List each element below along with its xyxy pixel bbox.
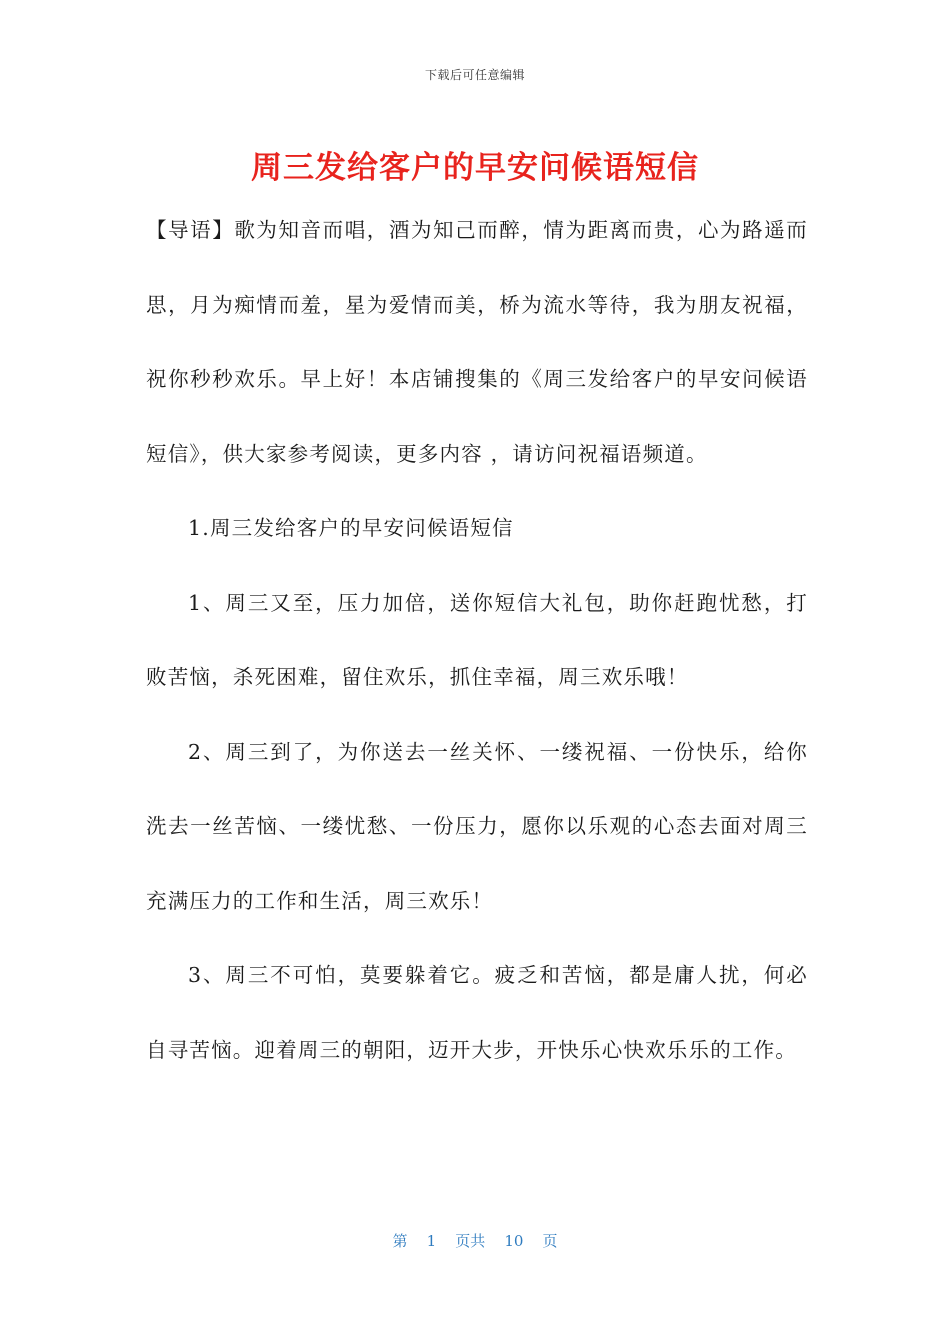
page-label-mid: 页共 (455, 1232, 486, 1250)
document-body (146, 193, 808, 1087)
message-paragraph-3: 3、周三不可怕，莫要躲着它。疲乏和苦恼，都是庸人扰，何必自寻苦恼。迎着周三的朝阳，迈开大步，开快乐心快欢乐乐的工作。 (146, 963, 808, 1062)
current-page-number: 1 (426, 1232, 437, 1250)
message-paragraph-2: 2、周三到了，为你送去一丝关怀、一缕祝福、一份快乐，给你洗去一丝苦恼、一缕忧愁、一份压力，愿你以乐观的心态去面对周三充满压力的工作和生活，周三欢乐！ (146, 739, 808, 913)
intro-paragraph: 【导语】歌为知音而唱，酒为知己而醉，情为距离而贵，心为路遥而思，月为痴情而羞，星为爱情而美，桥为流水等待，我为朋友祝福，祝你秒秒欢乐。早上好！本店铺搜集的《周三发给客户的早安问候语短信》，供大家参考阅读，更多内容 ，请访问祝福语频道。 (146, 218, 808, 466)
section-heading: 1.周三发给客户的早安问候语短信 (188, 516, 514, 540)
page-number-footer (0, 1230, 950, 1251)
document-title: 周三发给客户的早安问候语短信 (251, 150, 699, 186)
total-pages-number: 10 (504, 1232, 524, 1250)
page-label-prefix: 第 (392, 1232, 408, 1250)
page-label-suffix: 页 (542, 1232, 558, 1250)
download-editable-note: 下载后可任意编辑 (424, 68, 525, 82)
message-paragraph-1: 1、周三又至，压力加倍，送你短信大礼包，助你赶跑忧愁，打败苦恼，杀死困难，留住欢乐，抓住幸福，周三欢乐哦！ (146, 590, 808, 689)
